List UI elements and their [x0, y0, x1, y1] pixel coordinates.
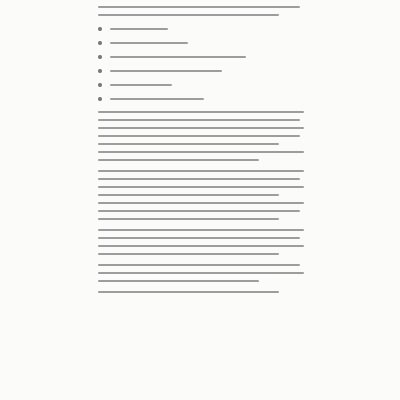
- text-line: [110, 70, 222, 72]
- text-line: [98, 14, 279, 16]
- text-line: [98, 253, 279, 255]
- bullet-dot-icon: [98, 97, 102, 101]
- text-line: [98, 272, 304, 274]
- text-line: [98, 119, 300, 121]
- bullet-item: [98, 81, 304, 89]
- bullet-item: [98, 39, 304, 47]
- text-line: [98, 245, 304, 247]
- text-line: [98, 170, 304, 172]
- bullet-item: [98, 25, 304, 33]
- bullet-item: [98, 67, 304, 75]
- text-line: [98, 237, 300, 239]
- text-line: [98, 291, 279, 293]
- text-line: [98, 210, 300, 212]
- bullet-item: [98, 95, 304, 103]
- bullet-dot-icon: [98, 27, 102, 31]
- text-line: [98, 202, 304, 204]
- text-line: [98, 186, 304, 188]
- text-line: [110, 98, 204, 100]
- text-line: [98, 127, 304, 129]
- text-line: [98, 111, 304, 113]
- text-line: [98, 264, 300, 266]
- bullet-dot-icon: [98, 41, 102, 45]
- bullet-dot-icon: [98, 69, 102, 73]
- text-line: [98, 229, 304, 231]
- text-line: [98, 135, 300, 137]
- body-paragraph: [98, 264, 304, 282]
- bullet-dot-icon: [98, 83, 102, 87]
- text-line: [110, 42, 188, 44]
- text-line: [98, 6, 300, 8]
- text-line: [110, 28, 168, 30]
- bullet-dot-icon: [98, 55, 102, 59]
- text-line: [98, 151, 304, 153]
- text-line: [98, 280, 259, 282]
- body-paragraph: [98, 229, 304, 255]
- text-line: [98, 178, 300, 180]
- text-line: [98, 143, 279, 145]
- bullet-list: [98, 25, 304, 103]
- body-paragraph: [98, 170, 304, 220]
- text-line: [98, 194, 279, 196]
- text-line: [110, 84, 172, 86]
- body-paragraph: [98, 111, 304, 161]
- body-paragraph: [98, 291, 304, 293]
- bullet-item: [98, 53, 304, 61]
- text-line: [98, 218, 279, 220]
- text-line: [98, 159, 259, 161]
- text-line: [110, 56, 246, 58]
- intro-paragraph: [98, 6, 304, 16]
